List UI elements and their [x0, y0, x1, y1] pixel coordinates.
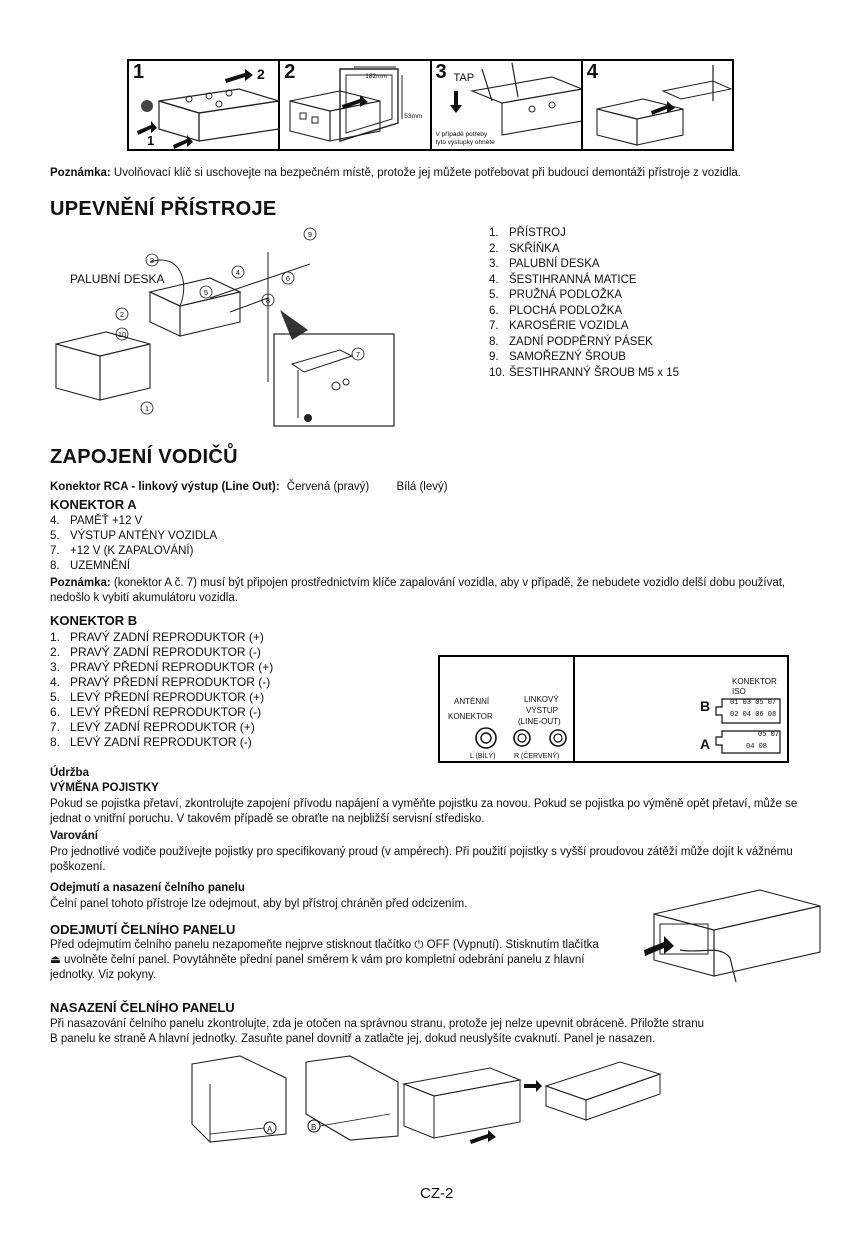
attach-panel-text: Při nasazování čelního panelu zkontrolujte, zda je otočen na správnou stranu, protože jej nelze upevnit obráceně. Přiložte stranu B panelu ke straně A hlavní jednotky. Zasuňte panel dovnitř a zatlačte jej, dokud neuslyšíte cvaknutí. Panel je nasazen.: [50, 1018, 704, 1045]
jack-label-left: L (BÍLÝ): [470, 753, 496, 760]
step-2-panel: [280, 61, 431, 149]
antenna-label: KONEKTOR: [448, 712, 493, 721]
dashboard-label: PALUBNÍ DESKA: [70, 272, 165, 286]
list-item: 10. ŠESTIHRANNÝ ŠROUB M5 x 15: [489, 366, 679, 379]
list-item: 2. PRAVÝ ZADNÍ REPRODUKTOR (-): [50, 645, 261, 659]
list-item: 6. PLOCHÁ PODLOŽKA: [489, 304, 623, 317]
step-number: 1: [133, 61, 145, 83]
list-item: 1. PRAVÝ ZADNÍ REPRODUKTOR (+): [50, 630, 264, 644]
list-item: 9. SAMOŘEZNÝ ŠROUB: [489, 351, 626, 363]
list-item: 8. LEVÝ ZADNÍ REPRODUKTOR (-): [50, 735, 252, 749]
page-number: CZ-2: [420, 1185, 454, 1202]
callout-9: 9: [307, 230, 313, 239]
note-text: (konektor A č. 7) musí být připojen prostřednictvím klíče zapalování vozidla, aby v případě, že nebudete vozidlo delší dobu používat, nedošlo k vybití akumulátoru vozidla.: [50, 577, 786, 604]
note-text: Uvolňovací klíč si uschovejte na bezpečném místě, protože jej můžete potřebovat při budoucí demontáži přístroje z vozidla.: [110, 167, 741, 179]
list-item: 8. UZEMNĚNÍ: [50, 560, 131, 572]
connector-a-title: KONEKTOR A: [50, 497, 137, 512]
lineout-label: VÝSTUP: [526, 706, 559, 715]
list-item: 7. +12 V (K ZAPALOVÁNÍ): [50, 545, 194, 557]
panel-text: Čelní panel tohoto přístroje lze odejmout, aby byl přístroj chráněn před odcizením.: [50, 898, 468, 910]
note-label: Poznámka:: [50, 167, 111, 179]
list-item: 3. PALUBNÍ DESKA: [489, 258, 600, 270]
arrow-label: 1: [147, 133, 155, 148]
mounting-heading: UPEVNĚNÍ PŘÍSTROJE: [50, 198, 277, 220]
step-number: 2: [284, 61, 296, 83]
rca-jacks-drawing: [470, 725, 580, 753]
mounting-diagram: [40, 222, 440, 432]
step-4-panel: [583, 61, 732, 149]
remove-panel-figure: [640, 884, 830, 984]
iso-title: KONEKTOR ISO: [732, 677, 777, 696]
connector-b-list: [50, 630, 273, 750]
callout-3: 3: [149, 256, 155, 265]
note-release-key: [50, 166, 820, 181]
fuse-text: Pokud se pojistka přetaví, zkontrolujte zapojení přívodu napájení a vyměňte pojistku za novou. Pokud se pojistka po výměně opět přetaví, může se jednat o vnitřní poruchu. V takovém případě se obraťte na nejbližší servisní středisko.: [50, 798, 798, 825]
step-4-illustration: [583, 61, 732, 149]
step-3-note: V případě potřeby: [435, 131, 488, 138]
callout-2: 2: [119, 310, 125, 319]
note-ignition: [50, 576, 820, 606]
list-item: 4. PRAVÝ PŘEDNÍ REPRODUKTOR (-): [50, 675, 271, 689]
rca-right: Červená (pravý): [286, 481, 370, 493]
list-item: 5. VÝSTUP ANTÉNY VOZIDLA: [50, 530, 218, 542]
wiring-heading: ZAPOJENÍ VODIČŮ: [50, 446, 238, 468]
step-number: 3: [435, 61, 447, 83]
label-a: A: [267, 1125, 273, 1134]
list-item: 2. SKŘÍŇKA: [489, 242, 560, 255]
warning-title: Varování: [50, 830, 98, 842]
callout-6: 6: [285, 274, 291, 283]
callout-8: 8: [265, 296, 271, 305]
connector-a-list: [50, 514, 217, 574]
attach-panel-title: NASAZENÍ ČELNÍHO PANELU: [50, 1000, 235, 1015]
tap-label: TAP: [453, 72, 475, 84]
iso-pins: 05 07: [758, 731, 780, 739]
lineout-label: LINKOVÝ: [524, 695, 559, 704]
remove-panel-title: ODEJMUTÍ ČELNÍHO PANELU: [50, 922, 236, 937]
antenna-label: ANTÉNNÍ: [454, 697, 490, 706]
jack-label-right: R (ČERVENÝ): [514, 753, 560, 760]
remove-panel-text: Před odejmutím čelního panelu nezapomeňte nejprve stisknout tlačítko ⏻ OFF (Vypnutí). Stisknutím tlačítka ⏏ uvolněte čelní panel. Povytáhněte přední panel směrem k vám pro kompletní odebrání panelu z hlavní jednotky. Viz pokyny.: [50, 939, 599, 981]
label-b: B: [311, 1123, 317, 1132]
callout-4: 4: [235, 268, 241, 277]
list-item: 4. ŠESTIHRANNÁ MATICE: [489, 273, 637, 286]
step-number: 4: [586, 61, 598, 83]
rca-label: Konektor RCA - linkový výstup (Line Out):: [50, 481, 280, 493]
callout-1: 1: [144, 404, 150, 413]
lineout-label: (LINE-OUT): [518, 717, 561, 726]
list-item: 5. PRUŽNÁ PODLOŽKA: [489, 289, 623, 301]
rca-line: [50, 480, 820, 495]
list-item: 3. PRAVÝ PŘEDNÍ REPRODUKTOR (+): [50, 660, 274, 674]
iso-pins: 04 08: [746, 743, 768, 751]
arrow-label: 2: [257, 66, 265, 82]
warning-text: Pro jednotlivé vodiče používejte pojistky pro specifikovaný proud (v ampérech). Při použití pojistky s vyšší proudovou zátěží může dojít k vážnému poškození.: [50, 846, 793, 873]
list-item: 5. LEVÝ PŘEDNÍ REPRODUKTOR (+): [50, 690, 265, 704]
list-item: 4. PAMĚŤ +12 V: [50, 515, 143, 527]
connector-a-letter: A: [700, 736, 711, 752]
list-item: 7. LEVÝ ZADNÍ REPRODUKTOR (+): [50, 720, 255, 734]
step-3-note: tyto výstupky ohněte: [435, 139, 495, 146]
dimension-label: 53mm: [404, 113, 423, 120]
iso-pins: 02 04 06 08: [730, 711, 777, 719]
callout-7: 7: [355, 350, 361, 359]
fuse-title: VÝMĚNA POJISTKY: [50, 782, 159, 794]
step-2-illustration: [280, 61, 430, 149]
rca-left: Bílá (levý): [396, 481, 448, 493]
list-item: 1. PŘÍSTROJ: [489, 227, 566, 239]
note-label: Poznámka:: [50, 577, 111, 589]
attach-panel-figure: [190, 1054, 670, 1146]
parts-list: [489, 226, 679, 381]
callout-5: 5: [203, 288, 209, 297]
connector-b-title: KONEKTOR B: [50, 613, 138, 628]
step-3-panel: [432, 61, 583, 149]
installation-steps-figure: [127, 59, 734, 151]
list-item: 6. LEVÝ PŘEDNÍ REPRODUKTOR (-): [50, 705, 262, 719]
connector-b-letter: B: [700, 698, 711, 714]
maintenance-title: Údržba: [50, 767, 89, 779]
step-1-panel: [129, 61, 280, 149]
dimension-label: 182mm: [365, 73, 387, 80]
wiring-diagram: [438, 655, 789, 763]
iso-pins: 01 03 05 07: [730, 699, 777, 707]
list-item: 8. ZADNÍ PODPĚRNÝ PÁSEK: [489, 335, 653, 348]
panel-title: Odejmutí a nasazení čelního panelu: [50, 882, 245, 894]
callout-10: 10: [117, 330, 127, 339]
list-item: 7. KAROSÉRIE VOZIDLA: [489, 320, 629, 332]
